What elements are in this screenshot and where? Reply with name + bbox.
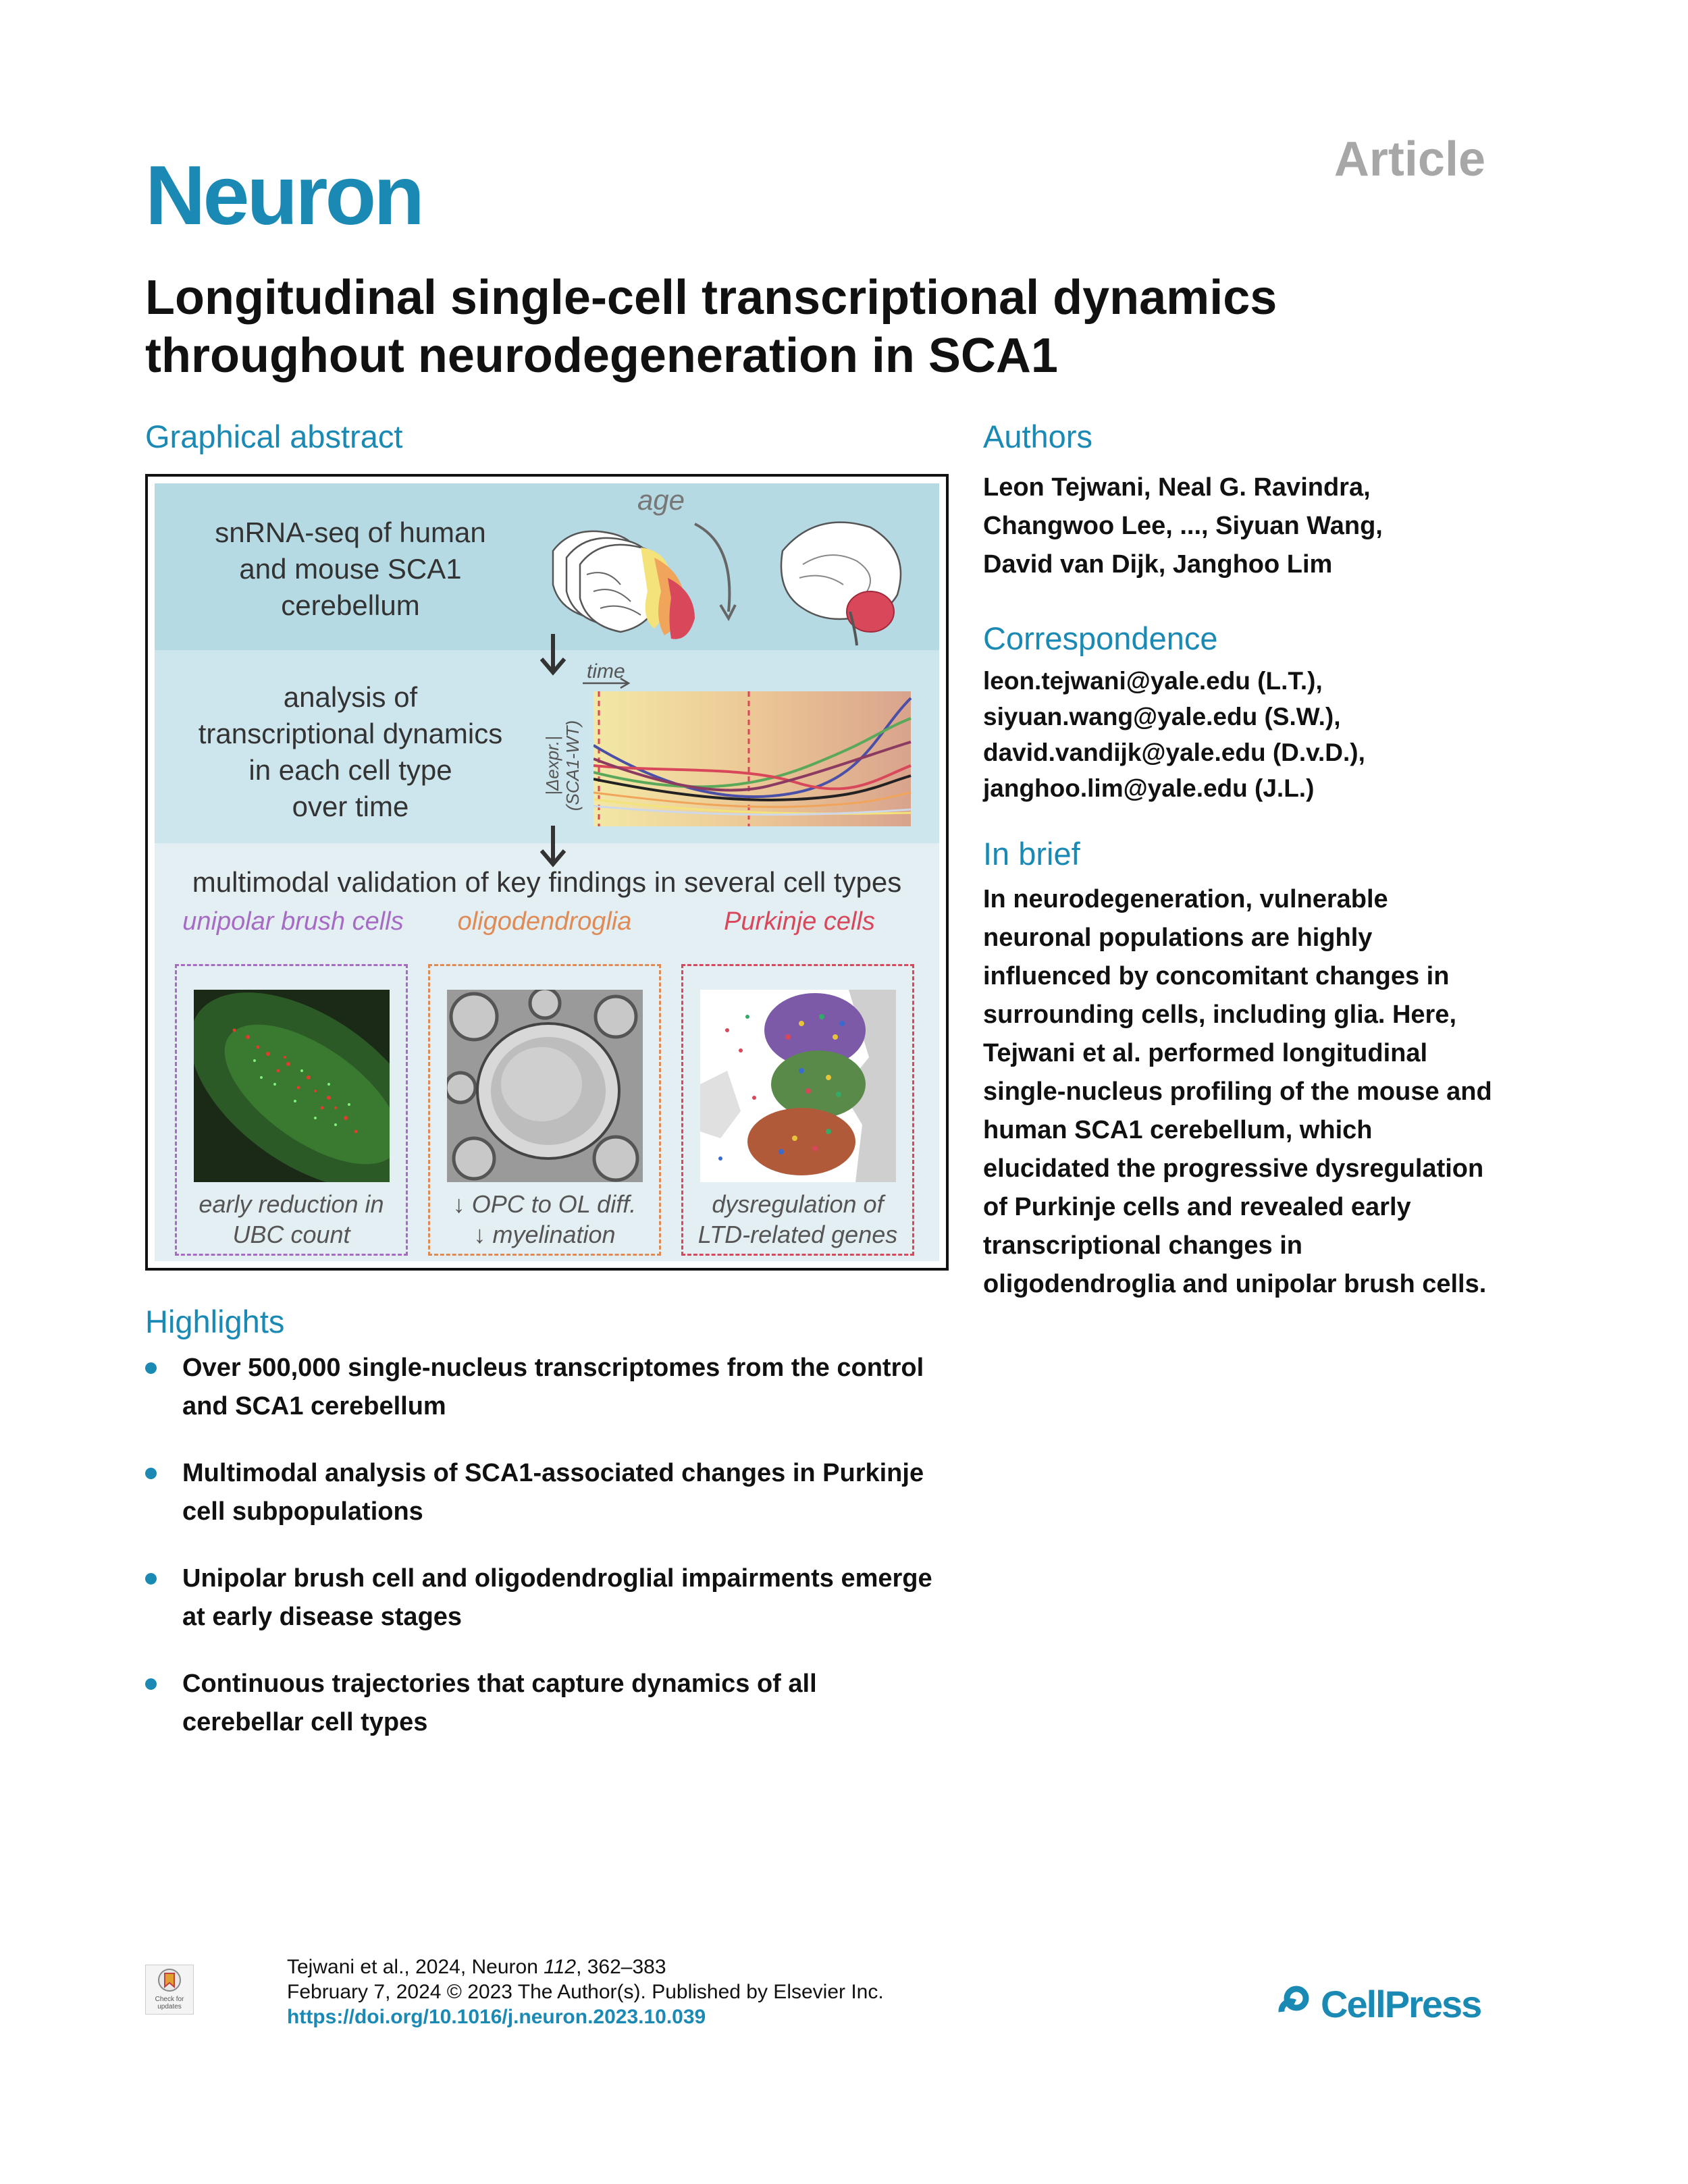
step1-line: cerebellum <box>281 589 420 621</box>
step1-text <box>175 514 526 624</box>
journal-logo: Neuron <box>145 149 422 242</box>
cellpress-mark-icon <box>1276 1985 1317 2023</box>
caption-line: ↓ OPC to OL diff. <box>452 1190 637 1218</box>
step2-line: in each cell type <box>248 754 452 786</box>
bookmark-icon <box>156 1968 183 1992</box>
ubc-panel <box>175 964 408 1256</box>
cellpress-text: CellPress <box>1321 1983 1481 2025</box>
title-line: throughout neurodegeneration in SCA1 <box>145 329 1058 383</box>
in-brief-line: elucidated the progressive dysregulation <box>983 1154 1484 1183</box>
badge-line: Check for <box>155 1996 184 2003</box>
highlight-text <box>182 1665 966 1742</box>
in-brief-line: neuronal populations are highly <box>983 924 1373 952</box>
yaxis-line: (SCA1-WT) <box>562 720 583 811</box>
highlight-line: cell subpopulations <box>182 1497 423 1526</box>
panel-label-text: Purkinje cells <box>724 907 875 936</box>
bullet-icon <box>145 1678 157 1690</box>
caption-line: LTD-related genes <box>697 1221 898 1248</box>
title-line: Longitudinal single-cell transcriptional dynamics <box>145 271 1277 325</box>
in-brief-line: human SCA1 cerebellum, which <box>983 1116 1373 1144</box>
caption-line: dysregulation of <box>712 1190 884 1218</box>
highlight-line: and SCA1 cerebellum <box>182 1392 446 1420</box>
panel-label-text: unipolar brush cells <box>182 907 404 936</box>
panel-label-purkinje <box>671 903 928 940</box>
highlight-line: Unipolar brush cell and oligodendroglial impairments emerge <box>182 1564 932 1593</box>
oligo-panel <box>428 964 661 1256</box>
caption-line: early reduction in <box>199 1190 384 1218</box>
purkinje-caption <box>683 1189 912 1250</box>
date-line: February 7, 2024 © 2023 The Author(s). Published by Elsevier Inc. <box>287 1981 884 2003</box>
in-brief-line: surrounding cells, including glia. Here, <box>983 1001 1456 1029</box>
time-arrow-icon <box>580 676 634 690</box>
spatial-map-image <box>700 990 896 1182</box>
em-micrograph-image <box>447 990 643 1182</box>
highlight-text <box>182 1454 966 1531</box>
bullet-icon <box>145 1468 157 1479</box>
panel-label-oligo <box>418 903 671 940</box>
caption-line: ↓ myelination <box>473 1221 616 1248</box>
in-brief-line: influenced by concomitant changes in <box>983 962 1450 990</box>
authors-list <box>983 469 1523 584</box>
in-brief-line: In neurodegeneration, vulnerable <box>983 885 1388 913</box>
graphical-abstract <box>145 474 949 1271</box>
in-brief-line: Tejwani et al. performed longitudinal <box>983 1039 1428 1067</box>
arrow-down-icon <box>536 631 570 685</box>
in-brief-text <box>983 880 1557 1304</box>
authors-line: Leon Tejwani, Neal G. Ravindra, <box>983 473 1371 502</box>
trajectory-plot <box>594 691 918 826</box>
check-for-updates-badge[interactable] <box>145 1965 194 2015</box>
email-link[interactable]: leon.tejwani@yale.edu (L.T.), <box>983 667 1323 695</box>
highlight-line: Continuous trajectories that capture dynamics of all <box>182 1670 817 1698</box>
correspondence-list <box>983 663 1523 806</box>
in-brief-line: of Purkinje cells and revealed early <box>983 1193 1411 1221</box>
authors-line: Changwoo Lee, ..., Siyuan Wang, <box>983 512 1383 540</box>
step2-line: analysis of <box>283 681 418 713</box>
step2-line: over time <box>292 791 409 822</box>
in-brief-line: single-nucleus profiling of the mouse and <box>983 1077 1492 1106</box>
bullet-icon <box>145 1573 157 1584</box>
correspondence-heading: Correspondence <box>983 620 1218 656</box>
step2-line: transcriptional dynamics <box>198 718 503 749</box>
panel-label-ubc <box>168 903 418 940</box>
step1-line: snRNA-seq of human <box>215 516 486 548</box>
step2-text <box>161 679 539 825</box>
step1-line: and mouse SCA1 <box>239 553 462 585</box>
badge-line: updates <box>157 2003 182 2010</box>
step3-text: multimodal validation of key findings in several cell types <box>192 866 902 898</box>
citation-volume: 112 <box>544 1956 577 1978</box>
cerebellum-illustration <box>533 510 911 649</box>
in-brief-line: oligodendroglia and unipolar brush cells. <box>983 1270 1487 1298</box>
highlight-line: Over 500,000 single-nucleus transcriptomes from the control <box>182 1354 924 1382</box>
citation-footer <box>287 1954 884 2029</box>
highlight-line: Multimodal analysis of SCA1-associated changes in Purkinje <box>182 1459 924 1487</box>
ubc-micrograph-image <box>194 990 390 1182</box>
yaxis-label <box>542 693 583 828</box>
in-brief-heading: In brief <box>983 836 1080 872</box>
email-link[interactable]: siyuan.wang@yale.edu (S.W.), <box>983 703 1341 730</box>
in-brief-line: transcriptional changes in <box>983 1231 1302 1260</box>
bullet-icon <box>145 1362 157 1374</box>
citation-line <box>287 1954 884 1979</box>
oligo-caption <box>430 1189 659 1250</box>
ubc-caption <box>177 1189 406 1250</box>
purkinje-panel <box>681 964 914 1256</box>
paper-title <box>145 269 1563 385</box>
highlights-heading: Highlights <box>145 1304 285 1339</box>
citation-pages: , 362–383 <box>576 1956 666 1978</box>
email-link[interactable]: david.vandijk@yale.edu (D.v.D.), <box>983 739 1365 766</box>
panel-label-text: oligodendroglia <box>457 907 632 936</box>
graphical-abstract-heading: Graphical abstract <box>145 419 403 454</box>
highlight-line: cerebellar cell types <box>182 1708 428 1736</box>
highlight-text <box>182 1349 966 1426</box>
cellpress-logo <box>1276 1985 1481 2023</box>
highlight-text <box>182 1560 966 1636</box>
doi-link[interactable]: https://doi.org/10.1016/j.neuron.2023.10.039 <box>287 2006 706 2028</box>
time-label: time <box>587 660 625 683</box>
email-link[interactable]: janghoo.lim@yale.edu (J.L.) <box>983 774 1315 802</box>
caption-line: UBC count <box>232 1221 350 1248</box>
authors-heading: Authors <box>983 419 1092 454</box>
highlight-line: at early disease stages <box>182 1603 463 1631</box>
yaxis-line: |Δexpr.| <box>542 736 562 795</box>
citation-prefix: Tejwani et al., 2024, Neuron <box>287 1956 544 1978</box>
authors-line: David van Dijk, Janghoo Lim <box>983 550 1333 579</box>
age-label: age <box>637 484 685 516</box>
article-type: Article <box>1334 132 1485 186</box>
